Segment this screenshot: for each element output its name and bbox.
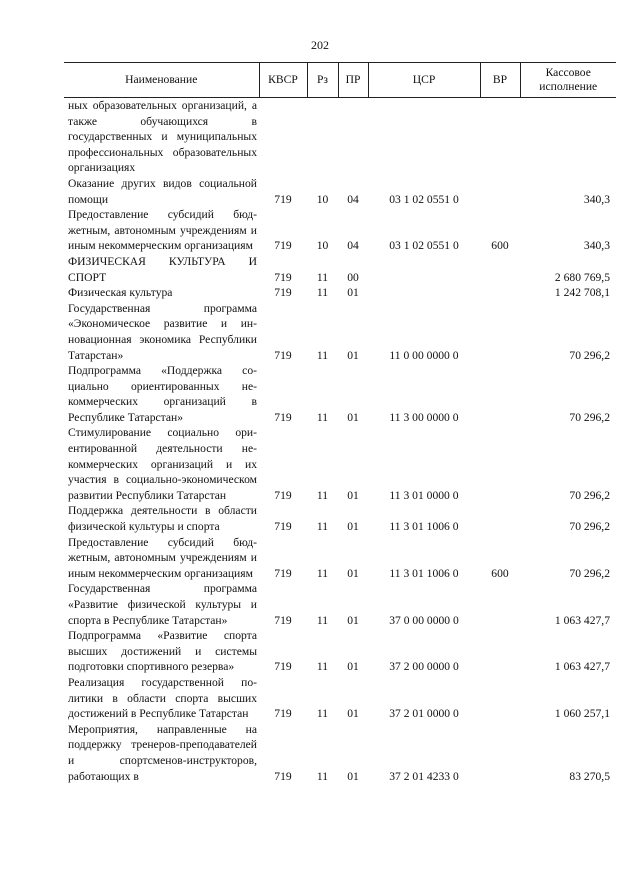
row-kvsr: 719	[274, 660, 292, 674]
row-vr	[480, 503, 520, 534]
row-kvsr: 719	[274, 566, 292, 580]
row-name: Предоставление субсидий бюджетным, автономным учреждениям и иным некоммерческим организациям	[68, 208, 257, 253]
row-vr	[480, 301, 520, 363]
row-pr: 00	[347, 270, 359, 284]
row-pr: 01	[347, 286, 359, 300]
header-cash-line2: исполнение	[539, 80, 598, 93]
row-name: Подпрограмма «Развитие спорта высших достижений и системы подготовки спортивного резерва»	[68, 629, 257, 674]
row-kvsr: 719	[274, 707, 292, 721]
row-csr: 11 0 00 0000 0	[389, 348, 459, 362]
table-row	[64, 176, 616, 207]
table-row	[64, 425, 616, 503]
row-kvsr	[259, 98, 307, 176]
header-cash-execution	[520, 63, 616, 98]
header-name: Наименование	[64, 63, 259, 98]
table-row	[64, 207, 616, 254]
table-row	[64, 254, 616, 285]
header-vr: ВР	[480, 63, 520, 98]
row-kvsr: 719	[274, 192, 292, 206]
row-pr	[338, 98, 368, 176]
header-rz: Рз	[307, 63, 338, 98]
row-vr	[480, 581, 520, 628]
row-pr: 04	[347, 239, 359, 253]
row-csr	[368, 285, 480, 301]
row-kvsr: 719	[274, 769, 292, 783]
row-name: Стимулирование социально ориентированной деятельности некоммерческих организаций и их участия в социально-экономическом развитии Республики Татарстан	[68, 426, 257, 502]
row-name: ФИЗИЧЕСКАЯ КУЛЬТУРА И СПОРТ	[68, 254, 257, 284]
row-pr: 01	[347, 613, 359, 627]
row-rz: 11	[316, 488, 329, 502]
row-csr: 11 3 01 1006 0	[389, 566, 459, 580]
table-row	[64, 675, 616, 722]
row-name: Мероприятия, направленные на поддержку тренеров-преподавателей и спортсменов-инструкторов, работающих в	[68, 722, 257, 783]
row-name: Предоставление субсидий бюджетным, автономным учреждениям и иным некоммерческим организациям	[68, 535, 257, 580]
row-kvsr: 719	[274, 270, 292, 284]
row-amount: 70 296,2	[569, 410, 610, 424]
row-vr	[480, 425, 520, 503]
row-amount: 70 296,2	[569, 348, 610, 362]
row-vr	[480, 722, 520, 784]
header-kvsr: КВСР	[259, 63, 307, 98]
row-rz: 11	[316, 348, 329, 362]
row-amount: 70 296,2	[569, 520, 610, 534]
table-row	[64, 98, 616, 176]
row-pr: 01	[347, 488, 359, 502]
row-csr: 03 1 02 0551 0	[389, 239, 459, 253]
row-rz: 11	[316, 613, 329, 627]
row-amount: 2 680 769,5	[554, 270, 610, 284]
row-pr: 01	[347, 348, 359, 362]
row-rz: 11	[316, 520, 329, 534]
row-vr	[480, 675, 520, 722]
page-number: 202	[311, 38, 329, 52]
row-vr	[480, 285, 520, 301]
row-rz: 11	[316, 286, 329, 300]
row-pr: 01	[347, 707, 359, 721]
row-rz	[307, 98, 338, 176]
row-pr: 01	[347, 769, 359, 783]
row-amount: 1 063 427,7	[554, 660, 610, 674]
row-kvsr: 719	[274, 488, 292, 502]
table-row	[64, 581, 616, 628]
table-row	[64, 535, 616, 582]
row-rz: 11	[316, 769, 329, 783]
row-vr	[480, 254, 520, 285]
header-csr: ЦСР	[368, 63, 480, 98]
row-pr: 01	[347, 410, 359, 424]
row-rz: 11	[316, 660, 329, 674]
row-pr: 04	[347, 192, 359, 206]
table-row	[64, 285, 616, 301]
row-name: ных образовательных организаций, а также обучающихся в государственных и муниципальных профессиональных образовательных организациях	[68, 99, 257, 175]
row-rz: 11	[316, 566, 329, 580]
row-amount: 1 063 427,7	[554, 613, 610, 627]
budget-table	[64, 62, 616, 784]
header-pr: ПР	[338, 63, 368, 98]
table-row	[64, 503, 616, 534]
row-csr	[368, 98, 480, 176]
row-name: Реализация государственной политики в области спорта высших достижений в Республике Татарстан	[68, 675, 257, 721]
row-csr	[368, 254, 480, 285]
row-amount: 340,3	[583, 239, 610, 253]
row-name: Физическая культура	[68, 286, 173, 300]
row-pr: 01	[347, 660, 359, 674]
row-vr: 600	[491, 239, 509, 253]
table-row	[64, 722, 616, 784]
row-amount: 70 296,2	[569, 566, 610, 580]
row-kvsr: 719	[274, 286, 292, 300]
row-kvsr: 719	[274, 348, 292, 362]
row-amount	[520, 98, 616, 176]
row-vr	[480, 363, 520, 425]
row-vr	[480, 98, 520, 176]
row-pr: 01	[347, 520, 359, 534]
row-csr: 37 0 00 0000 0	[389, 613, 459, 627]
row-csr: 37 2 00 0000 0	[389, 660, 459, 674]
row-amount: 340,3	[583, 192, 610, 206]
row-kvsr: 719	[274, 410, 292, 424]
row-vr: 600	[491, 566, 509, 580]
table-header-row	[64, 63, 616, 98]
table-row	[64, 628, 616, 675]
row-vr	[480, 628, 520, 675]
row-rz: 10	[316, 239, 329, 253]
row-name: Государственная программа «Развитие физической культуры и спорта в Республике Татарстан»	[68, 582, 257, 627]
row-csr: 11 3 01 1006 0	[389, 520, 459, 534]
row-csr: 37 2 01 0000 0	[389, 707, 459, 721]
row-rz: 11	[316, 707, 329, 721]
table-row	[64, 363, 616, 425]
row-csr: 11 3 01 0000 0	[389, 488, 459, 502]
row-rz: 10	[316, 192, 329, 206]
row-csr: 37 2 01 4233 0	[389, 769, 459, 783]
row-amount: 83 270,5	[569, 769, 610, 783]
row-amount: 1 060 257,1	[554, 707, 610, 721]
row-name: Оказание других видов социальной помощи	[68, 176, 257, 206]
row-name: Подпрограмма «Поддержка социально ориентированных некоммерческих организаций в Республике Татарстан»	[68, 364, 257, 424]
row-rz: 11	[316, 410, 329, 424]
row-kvsr: 719	[274, 613, 292, 627]
row-vr	[480, 176, 520, 207]
header-cash-line1: Кассовое	[545, 66, 591, 79]
row-kvsr: 719	[274, 520, 292, 534]
row-rz: 11	[316, 270, 329, 284]
row-name: Поддержка деятельности в области физической культуры и спорта	[68, 504, 257, 534]
row-amount: 70 296,2	[569, 488, 610, 502]
row-amount: 1 242 708,1	[554, 286, 610, 300]
row-csr: 03 1 02 0551 0	[389, 192, 459, 206]
table-row	[64, 301, 616, 363]
row-kvsr: 719	[274, 239, 292, 253]
row-pr: 01	[347, 566, 359, 580]
row-csr: 11 3 00 0000 0	[389, 410, 459, 424]
row-name: Государственная программа «Экономическое развитие и инновационная экономика Республики Татарстан»	[68, 301, 257, 362]
